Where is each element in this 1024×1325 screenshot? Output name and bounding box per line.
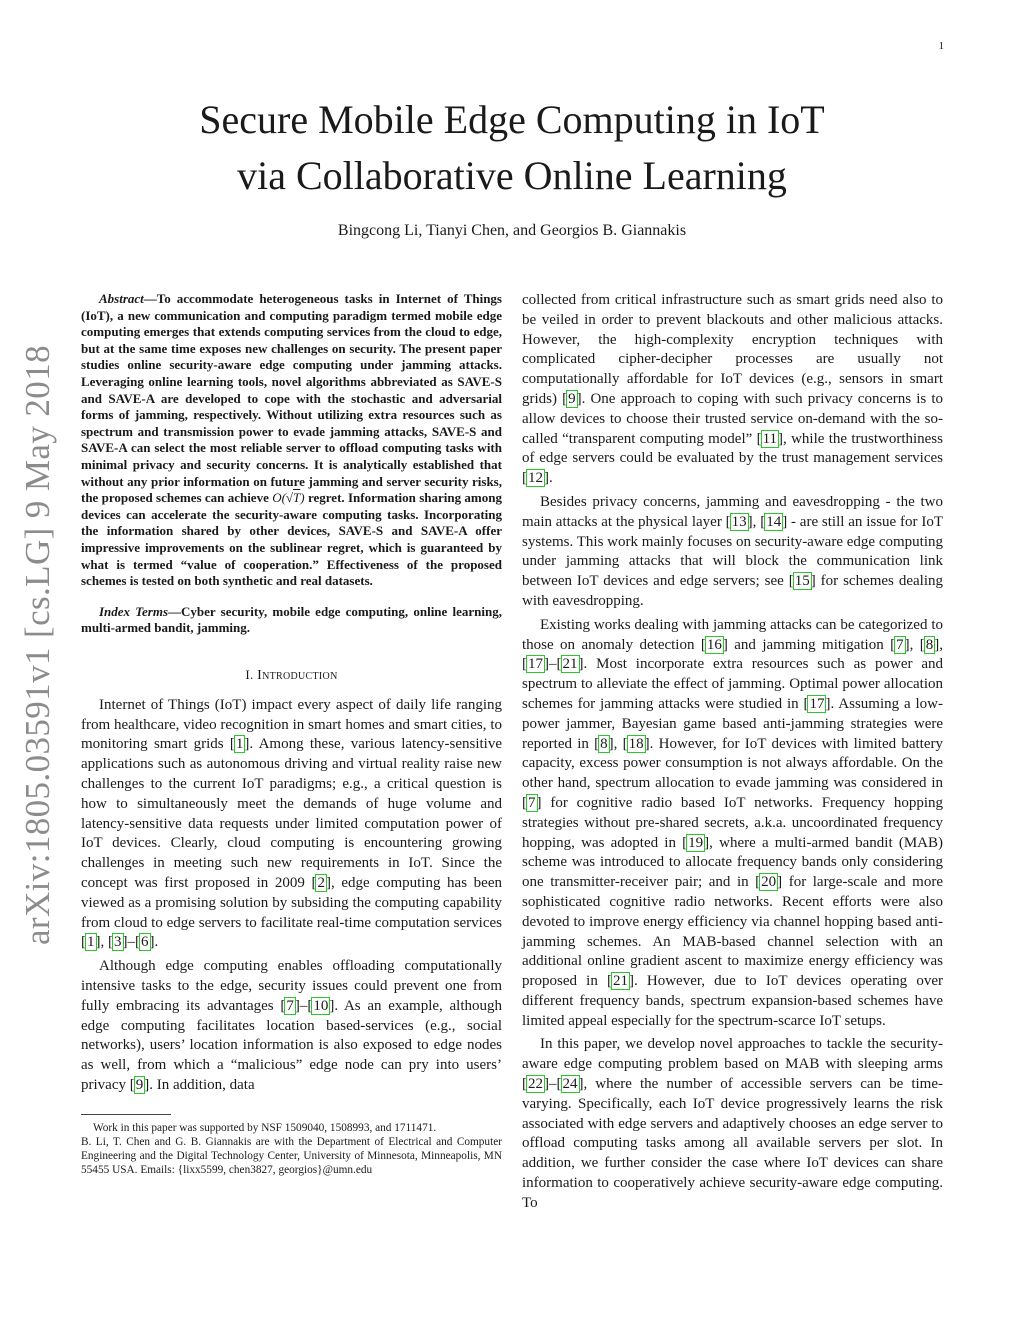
paper-title-line-2: via Collaborative Online Learning bbox=[237, 153, 787, 198]
citation-link[interactable]: 22 bbox=[528, 1076, 543, 1093]
citation-link[interactable]: 13 bbox=[731, 513, 747, 530]
citation-link[interactable]: 3 bbox=[114, 934, 122, 951]
citation-link[interactable]: 24 bbox=[562, 1076, 578, 1093]
citation-link[interactable]: 8 bbox=[600, 735, 608, 752]
abstract: Abstract—To accommodate heterogeneous tasks in Internet of Things (IoT), a new communication and computing paradigm termed mobile edge computing emerges that extends computing services from the cloud to edge, but at the same time exposes new challenges on security. The present paper studies online security-aware edge computing under jamming attacks. Leveraging online learning tools, novel algorithms abbreviated as SAVE-S and SAVE-A are developed to cope with the stochastic and adversarial forms of jamming, respectively. Without utilizing extra resources such as spectrum and transmission power to evade jamming attacks, SAVE-S and SAVE-A can select the most reliable server to offload computing tasks with minimal privacy and security concerns. It is analytically established that without any prior information on future jamming and server security risks, the proposed schemes can achieve O(√T) regret. Information sharing among devices can accelerate the security-aware computing tasks. Incorporating the information shared by other devices, SAVE-S and SAVE-A offer impressive improvements on the sublinear regret, which is guaranteed by what is termed “value of cooperation.” Effectiveness of the proposed schemes is tested on both synthetic and real datasets. bbox=[81, 291, 502, 589]
abstract-label: Abstract bbox=[99, 291, 144, 306]
citation-link[interactable]: 11 bbox=[762, 430, 778, 447]
citation-link[interactable]: 7 bbox=[896, 636, 904, 653]
citation-link[interactable]: 20 bbox=[761, 874, 777, 891]
index-terms-text: —Cyber security, mobile edge computing, online learning, multi-armed bandit, jamming. bbox=[81, 603, 502, 636]
citation-link[interactable]: 17 bbox=[809, 695, 825, 712]
citation-link[interactable]: 17 bbox=[528, 656, 543, 673]
citation-link[interactable]: 14 bbox=[766, 513, 782, 530]
citation-link[interactable]: 9 bbox=[135, 1077, 144, 1094]
footnote-affiliation: B. Li, T. Chen and G. B. Giannakis are with the Department of Electrical and Computer Engineering and the Digital Technology Center, University of Minnesota, Minneapolis, MN 55455 USA. Emails: {lixx5599, chen3827, georgios}@umn.edu bbox=[81, 1136, 502, 1177]
right-column bbox=[522, 291, 943, 1214]
title-block bbox=[0, 92, 1024, 240]
big-o-symbol: O bbox=[272, 490, 282, 506]
citation-link[interactable]: 9 bbox=[568, 390, 576, 407]
big-o-argument: T bbox=[293, 490, 301, 506]
index-terms-label: Index Terms bbox=[99, 603, 169, 619]
body-paragraph-existing-works: Existing works dealing with jamming attacks can be categorized to those on anomaly detection [16] and jamming mitigation [7], [8], [17]–[21]. Most incorporate extra resources such as power and spectrum to alleviate the effect of jamming. Optimal power allocation schemes for jamming attacks were studied in [17]. Assuming a low-power jammer, Bayesian game based anti-jamming strategies were reported in [8], [18]. However, for IoT devices with limited battery capacity, excess power consumption is not always affordable. On the other hand, spectrum allocation to evade jamming was considered in [7] for cognitive radio based IoT networks. Frequency hopping strategies without pre-shared secrets, a.k.a. uncoordinated frequency hopping, was adopted in [19], where a multi-armed bandit (MAB) scheme was introduced to allocate frequency bands only considering one transmitter-receiver pair; and in [20] for large-scale and more sophisticated cognitive radio networks. Recent efforts were also devoted to improve energy efficiency via channel hopping based anti-jamming schemes. An MAB-based channel selection with an additional online gradient ascent to maximize energy efficiency was proposed in [21]. However, due to IoT devices operating over different frequency bands, spectrum expansion-based schemes have limited appeal especially for the spectrum-scarce IoT setups. bbox=[522, 616, 944, 1029]
body-paragraph-jamming: Besides privacy concerns, jamming and eavesdropping - the two main attacks at the physical layer [13], [14] - are still an issue for IoT systems. This work mainly focuses on security-aware edge computing under jamming attacks that will block the communication link between IoT devices and edge servers; see [15] for schemes dealing with eavesdropping. bbox=[522, 493, 943, 609]
abstract-text-1: —To accommodate heterogeneous tasks in Internet of Things (IoT), a new communication and computing paradigm termed mobile edge computing emerges that extends computing services from the cloud to edge, but at the same time exposes new challenges on security. The present paper studies online security-aware edge computing under jamming attacks. Leveraging online learning tools, novel algorithms abbreviated as SAVE-S and SAVE-A are developed to cope with the stochastic and adversarial forms of jamming, respectively. Without utilizing extra resources such as spectrum and transmission power to evade jamming attacks, SAVE-S and SAVE-A can select the most reliable server to offload computing tasks with minimal privacy and security concerns. It is analytically established that without any prior information on future jamming and server security risks, the proposed schemes can achieve bbox=[81, 291, 502, 506]
citation-link[interactable]: 1 bbox=[235, 736, 244, 753]
section-heading-introduction bbox=[81, 667, 502, 684]
section-number: I. bbox=[245, 666, 258, 682]
arxiv-stamp bbox=[10, 345, 66, 945]
author-list: Bingcong Li, Tianyi Chen, and Georgios B. Giannakis bbox=[337, 222, 687, 239]
citation-link[interactable]: 1 bbox=[87, 934, 95, 951]
paper-title-line-1: Secure Mobile Edge Computing in IoT bbox=[199, 97, 825, 142]
citation-link[interactable]: 10 bbox=[313, 997, 329, 1014]
citation-link[interactable]: 6 bbox=[141, 934, 149, 951]
intro-paragraph-1: Internet of Things (IoT) impact every aspect of daily life ranging from healthcare, video recognition in smart homes and smart cities, to monitoring smart grids [1]. Among these, various latency-sensitive applications such as autonomous driving and virtual reality raise new challenges to the current IoT paradigms; e.g., a critical question is how to simultaneously meet the demands of huge volume and latency-sensitive data requests under limited computation power of IoT devices. Clearly, cloud computing is encountering growing challenges in meeting such new requirements in IoT. Since the concept was first proposed in 2009 [2], edge computing has been viewed as a promising solution by subsiding the computing capability from cloud to edge servers to facilitate real-time computation services [1], [3]–[6]. bbox=[81, 696, 502, 951]
index-terms bbox=[81, 604, 502, 637]
citation-link[interactable]: 15 bbox=[794, 573, 810, 590]
citation-link[interactable]: 2 bbox=[317, 875, 325, 892]
citation-link[interactable]: 16 bbox=[706, 636, 722, 653]
intro-paragraph-2: Although edge computing enables offloading computationally intensive tasks to the edge, security issues could prevent one from fully embracing its advantages [7]–[10]. As an example, although edge computing facilitates location based-services (e.g., social networks), users’ location information is also exposed to edge nodes as well, from which a “malicious” edge node can pry into users’ privacy [9]. In addition, data bbox=[81, 958, 502, 1094]
body-paragraph-continued: collected from critical infrastructure such as smart grids need also to be veiled in order to prevent blackouts and other malicious attacks. However, the high-complexity encryption techniques with complicated cipher-decipher processes are usually not computationally affordable for IoT devices (e.g., sensors in smart grids) [9]. One approach to coping with such privacy concerns is to allow devices to choose their trusted service on-demand with the so-called “transparent computing model” [11], while the trustworthiness of edge servers could be evaluated by the trust management services [12]. bbox=[522, 292, 943, 487]
citation-link[interactable]: 12 bbox=[528, 470, 543, 487]
citation-link[interactable]: 7 bbox=[528, 794, 536, 811]
citation-link[interactable]: 18 bbox=[628, 735, 644, 752]
citation-link[interactable]: 8 bbox=[925, 636, 934, 653]
citation-link[interactable]: 21 bbox=[612, 973, 628, 990]
citation-link[interactable]: 19 bbox=[688, 834, 704, 851]
section-title: Introduction bbox=[257, 667, 338, 683]
abstract-text-2: regret. Information sharing among devices can accelerate the security-aware computing tasks. Incorporating the information shared by other devices, SAVE-S and SAVE-A offer impressive improvements on the sublinear regret, which is guaranteed by what is termed “value of cooperation.” Effectiveness of the proposed schemes is tested on both synthetic and real datasets. bbox=[81, 490, 502, 589]
left-column bbox=[81, 291, 502, 1178]
citation-link[interactable]: 21 bbox=[562, 656, 578, 673]
citation-link[interactable]: 7 bbox=[286, 997, 294, 1014]
body-paragraph-this-paper: In this paper, we develop novel approaches to tackle the security-aware edge computing problem based on MAB with sleeping arms [22]–[24], where the number of accessible servers can be time-varying. Specifically, each IoT device progressively learns the risk associated with edge servers and adaptively chooses an edge server to offload computing tasks among all available servers per slot. In addition, we further consider the case where IoT devices can share information to cooperatively achieve security-aware edge computing. To bbox=[522, 1036, 943, 1211]
page-number: 1 bbox=[938, 40, 944, 52]
footnote-divider bbox=[81, 1114, 171, 1115]
footnote-funding: Work in this paper was supported by NSF 1509040, 1508993, and 1711471. bbox=[93, 1121, 437, 1134]
arxiv-identifier[interactable]: arXiv:1805.03591v1 [cs.LG] 9 May 2018 bbox=[18, 345, 57, 945]
